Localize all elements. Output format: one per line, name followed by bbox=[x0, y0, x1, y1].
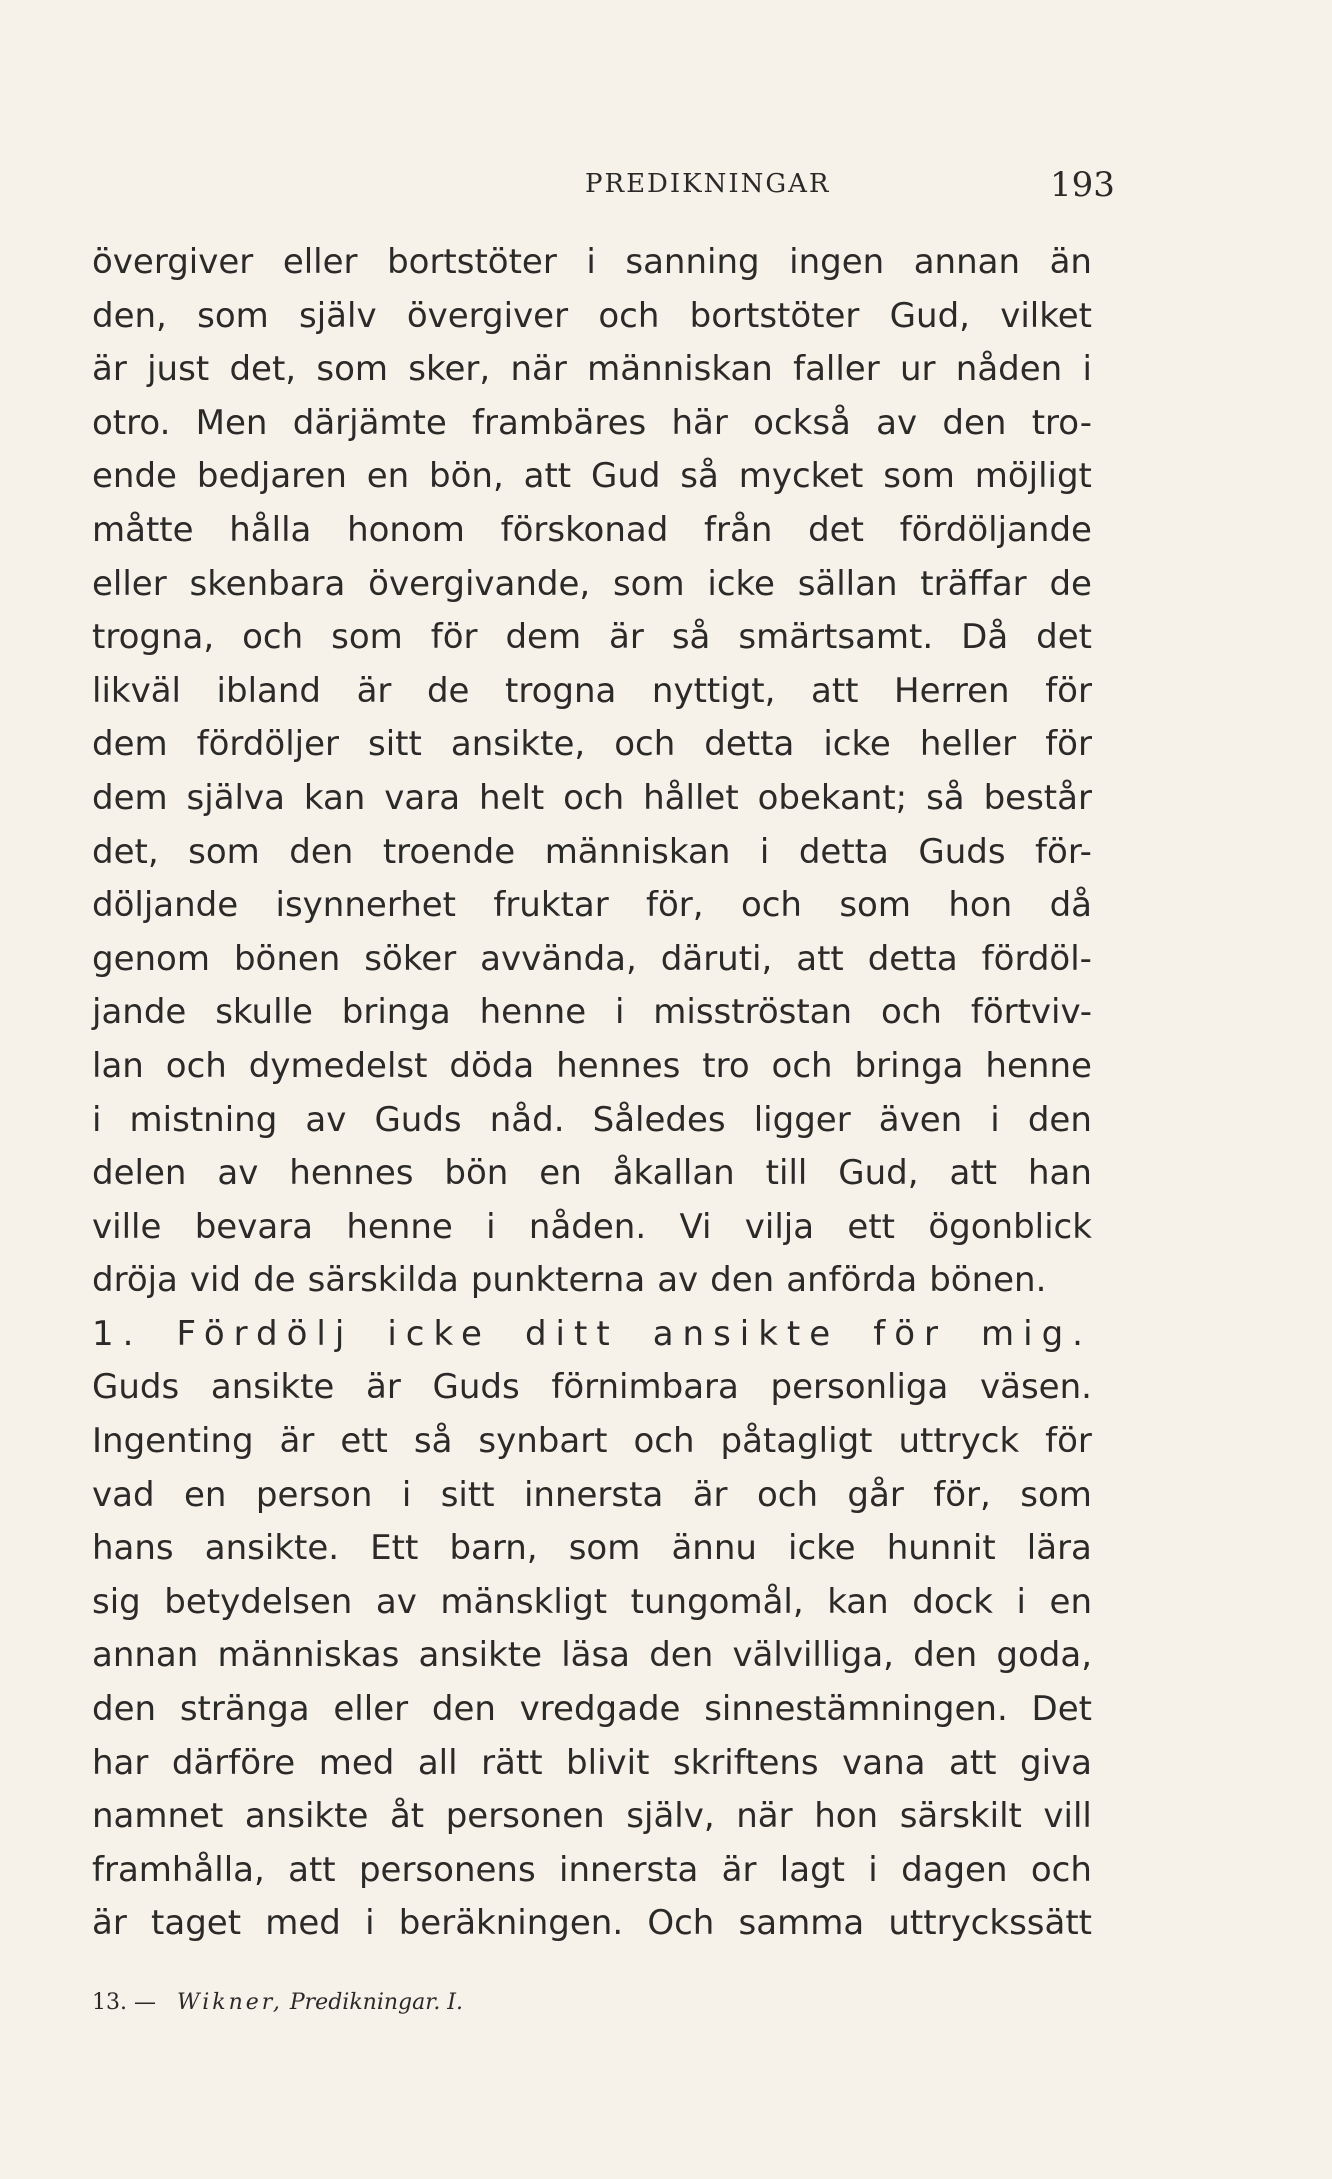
text-line: dem själva kan vara helt och hållet obekant; så består bbox=[92, 777, 1092, 818]
text-line: vad en person i sitt innersta är och går för, som bbox=[92, 1474, 1092, 1515]
text-line: den, som själv övergiver och bortstöter Gud, vilket bbox=[92, 295, 1092, 336]
text-line: eller skenbara övergivande, som icke sällan träffar de bbox=[92, 563, 1092, 604]
text-line: Guds ansikte är Guds förnimbara personliga väsen. bbox=[92, 1367, 1092, 1408]
text-line: ende bedjaren en bön, att Gud så mycket som möjligt bbox=[92, 456, 1092, 497]
text-line: dem fördöljer sitt ansikte, och detta icke heller för bbox=[92, 724, 1092, 765]
text-line: ville bevara henne i nåden. Vi vilja ett ögonblick bbox=[92, 1206, 1092, 1247]
text-line: trogna, och som för dem är så smärtsamt. Då det bbox=[92, 617, 1092, 658]
page-number: 193 bbox=[1050, 165, 1115, 205]
text-line: den stränga eller den vredgade sinnestämningen. Det bbox=[92, 1689, 1092, 1730]
footer-title: Predikningar. I. bbox=[289, 1990, 463, 2015]
text-line: annan människas ansikte läsa den välvilliga, den goda, bbox=[92, 1635, 1092, 1676]
page-footer bbox=[92, 1990, 463, 2015]
text-line: det, som den troende människan i detta Guds för- bbox=[92, 831, 1092, 872]
page-header bbox=[0, 165, 1332, 215]
text-line: otro. Men därjämte frambäres här också av den tro- bbox=[92, 402, 1092, 443]
text-line: måtte hålla honom förskonad från det fördöljande bbox=[92, 509, 1092, 550]
text-line: 1. Fördölj icke ditt ansikte för mig. bbox=[92, 1313, 1092, 1354]
text-line: hans ansikte. Ett barn, som ännu icke hunnit lära bbox=[92, 1528, 1092, 1569]
signature-mark: 13. — bbox=[92, 1990, 156, 2015]
text-line: framhålla, att personens innersta är lagt i dagen och bbox=[92, 1849, 1092, 1890]
text-line: i mistning av Guds nåd. Således ligger även i den bbox=[92, 1099, 1092, 1140]
text-line: lan och dymedelst döda hennes tro och bringa henne bbox=[92, 1045, 1092, 1086]
text-line: har därföre med all rätt blivit skriftens vana att giva bbox=[92, 1742, 1092, 1783]
body-text bbox=[92, 236, 1092, 1951]
running-title: PREDIKNINGAR bbox=[585, 169, 831, 199]
text-line: döljande isynnerhet fruktar för, och som hon då bbox=[92, 885, 1092, 926]
text-line: Ingenting är ett så synbart och påtagligt uttryck för bbox=[92, 1421, 1092, 1462]
text-line: sig betydelsen av mänskligt tungomål, kan dock i en bbox=[92, 1581, 1092, 1622]
text-line: likväl ibland är de trogna nyttigt, att Herren för bbox=[92, 670, 1092, 711]
text-line: delen av hennes bön en åkallan till Gud, att han bbox=[92, 1153, 1092, 1194]
text-line: jande skulle bringa henne i misströstan och förtviv- bbox=[92, 992, 1092, 1033]
footer-author: Wikner, bbox=[176, 1990, 283, 2015]
text-line: är just det, som sker, när människan faller ur nåden i bbox=[92, 349, 1092, 390]
text-line: genom bönen söker avvända, däruti, att detta fördöl- bbox=[92, 938, 1092, 979]
text-line: övergiver eller bortstöter i sanning ingen annan än bbox=[92, 242, 1092, 282]
text-line: dröja vid de särskilda punkterna av den anförda bönen. bbox=[92, 1260, 1047, 1301]
text-line: är taget med i beräkningen. Och samma uttryckssätt bbox=[92, 1903, 1092, 1944]
text-line: namnet ansikte åt personen själv, när hon särskilt vill bbox=[92, 1796, 1092, 1837]
